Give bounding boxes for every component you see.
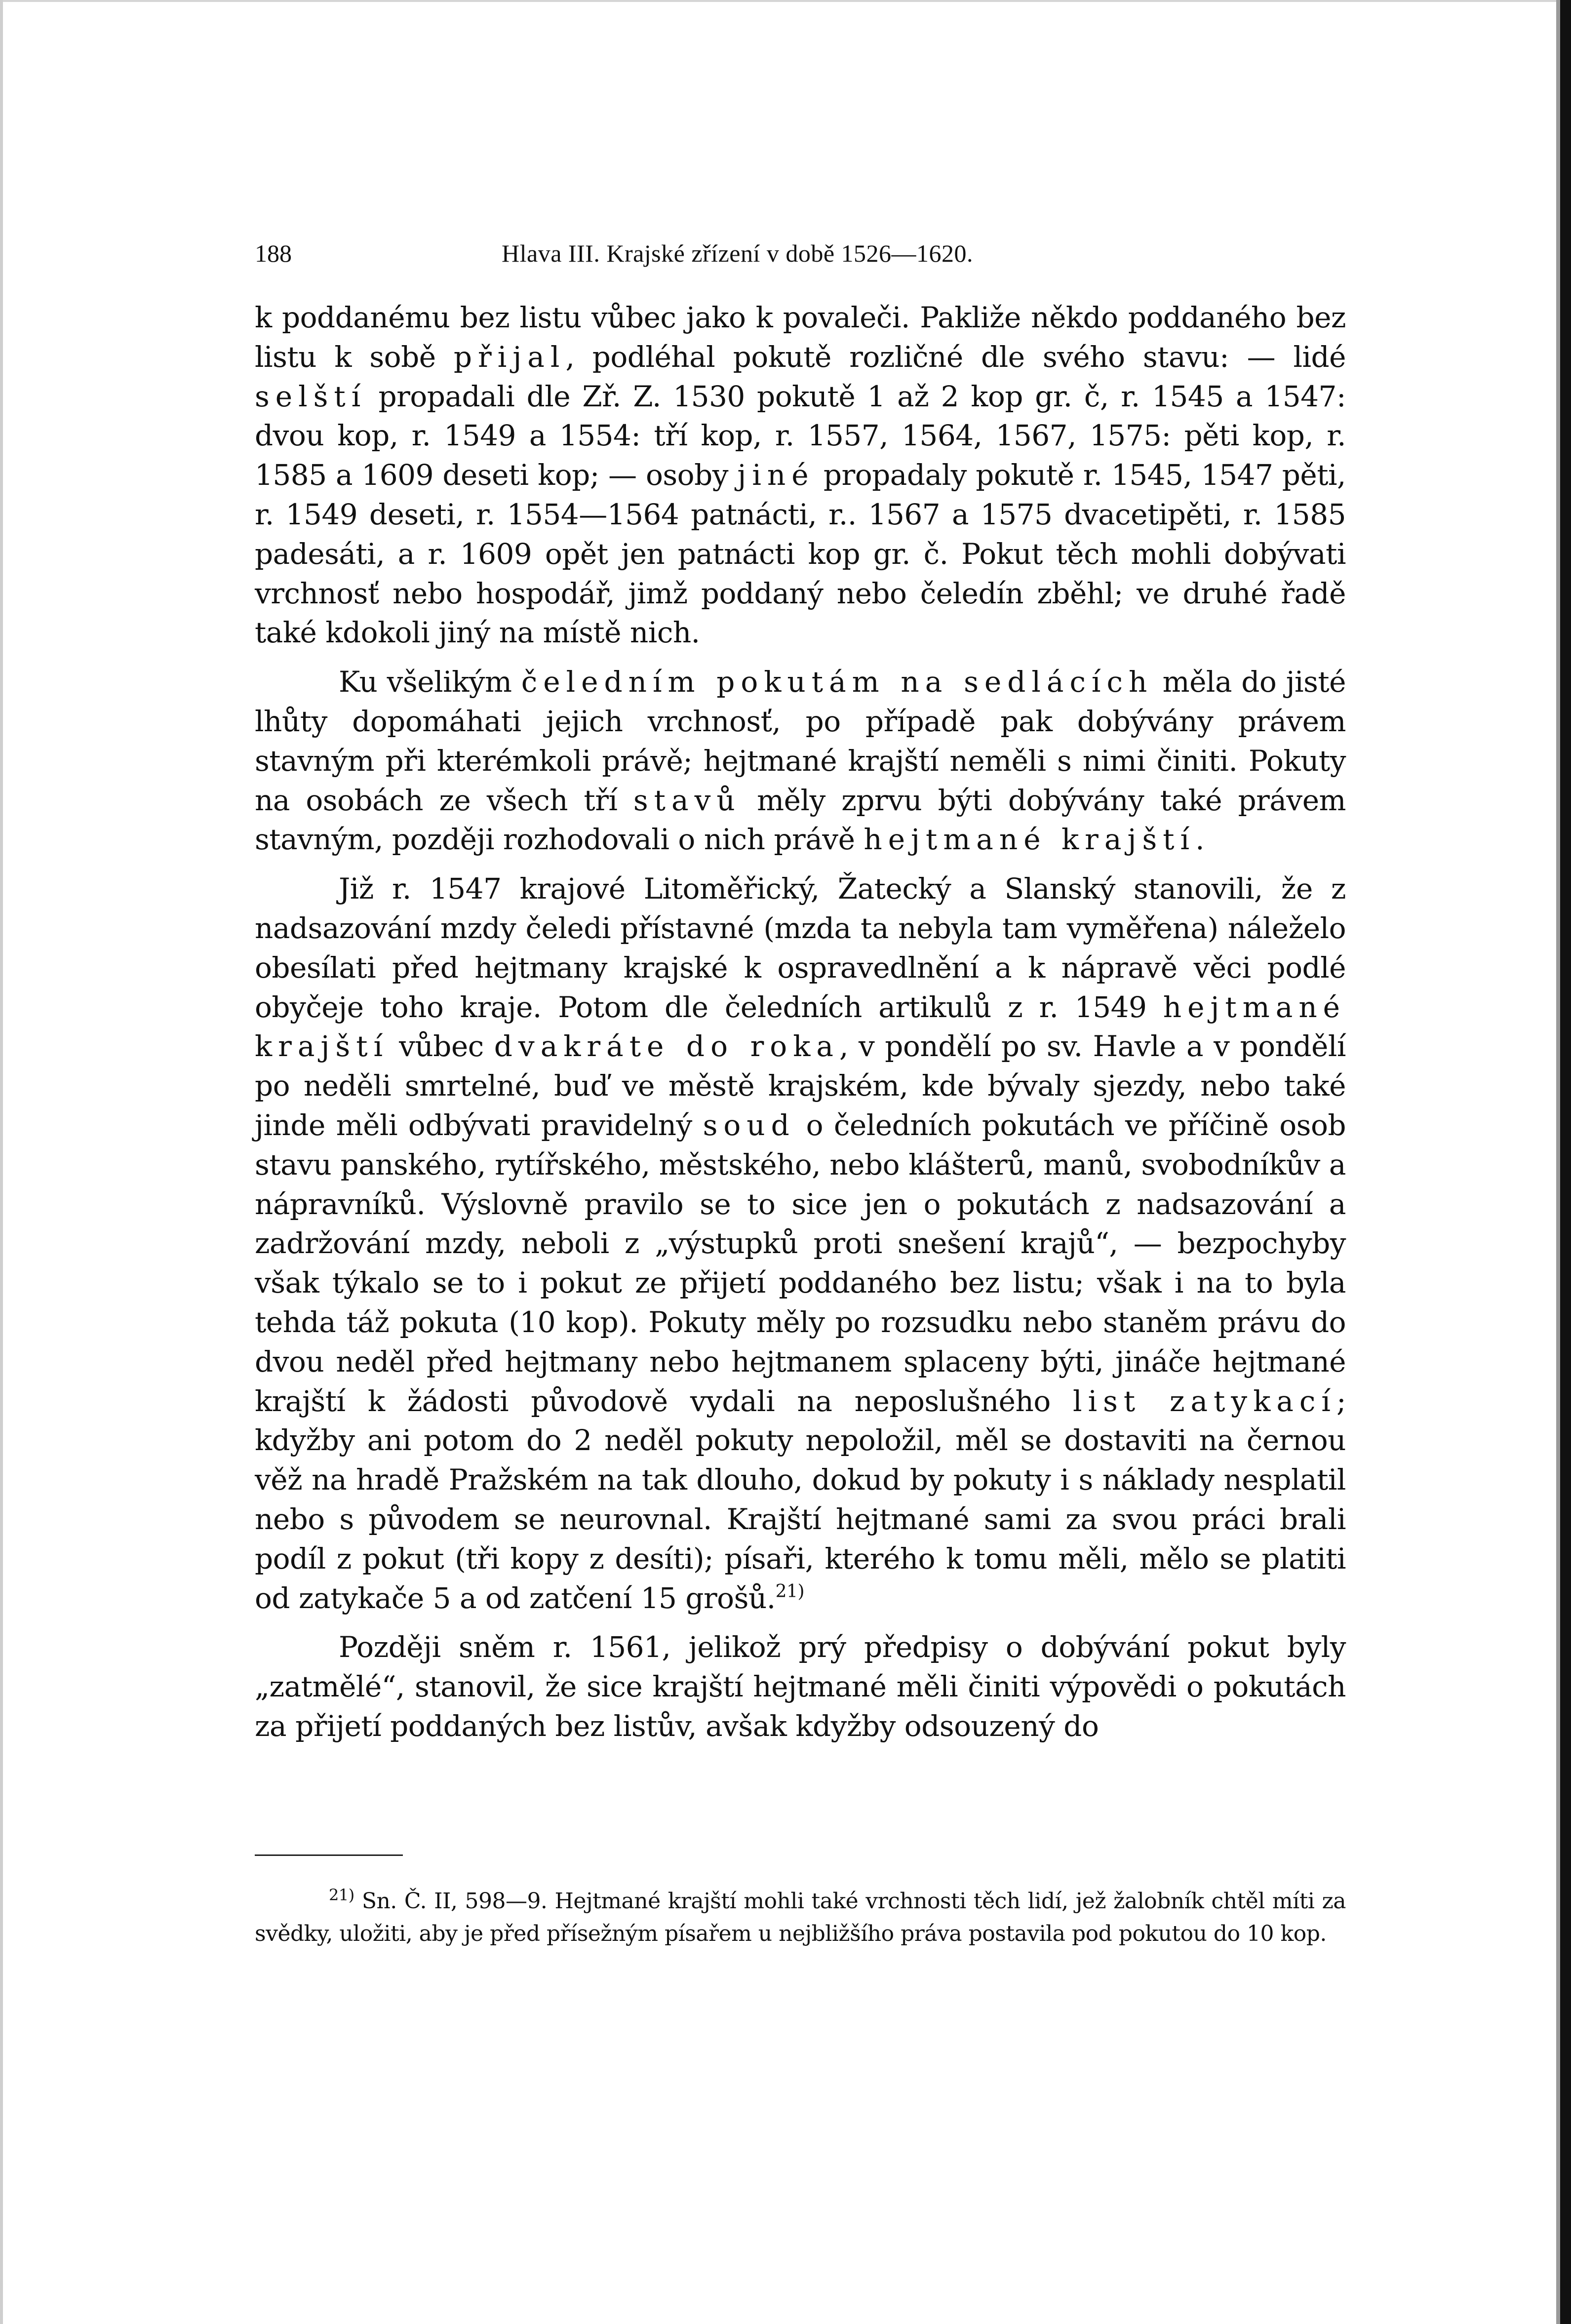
spaced-emphasis: stavů: [633, 783, 741, 817]
text-run: k poddanému bez listu vůbec jako k povaleči. Pakliže někdo poddaného bez listu k sobě: [255, 301, 1346, 374]
text-run: .: [1195, 823, 1204, 857]
spaced-emphasis: přijal: [453, 340, 566, 374]
footnote-mark: 21): [329, 1886, 354, 1904]
text-run: Ku všelikým: [339, 665, 521, 699]
spaced-emphasis: hejtmané krajští: [255, 990, 1346, 1064]
page-number: 188: [255, 239, 292, 267]
page-right-shadow: [1556, 0, 1560, 2324]
text-run: , v pondělí po sv. Havle a v pondělí po neděli smrtelné, buď ve městě krajském, kde bývaly sjezdy, nebo také jinde měli odbývati pravidelný: [255, 1029, 1346, 1142]
page-top-edge: [0, 0, 1571, 2]
spaced-emphasis: hejtmané krajští: [864, 823, 1196, 857]
spaced-emphasis: dvakráte do roka: [494, 1029, 839, 1064]
page-header: [255, 236, 1346, 271]
footnote-text: Sn. Č. II, 598—9. Hejtmané krajští mohli také vrchnosti těch lidí, jež žalobník chtěl míti za svědky, uložiti, aby je před přísežným písařem u nejbližšího práva postavila pod pokutou do 10 kop.: [255, 1889, 1346, 1946]
text-run: , podléhal pokutě rozličné dle svého stavu: — lidé: [565, 340, 1346, 374]
text-run: propadali dle Zř. Z. 1530 pokutě 1 až 2 kop gr. č, r. 1545 a 1547: dvou kop, r. 1549 a 1554: tří kop, r. 1557, 1564, 1567, 1575: pěti kop, r. 1585 a 1609 deseti kop; — osoby: [255, 379, 1346, 492]
footnote-separator: [255, 1854, 403, 1856]
spaced-emphasis: selští: [255, 379, 367, 413]
spaced-emphasis: list zatykací: [1073, 1384, 1336, 1418]
body-text: [255, 298, 1346, 1746]
spaced-emphasis: jiné: [737, 458, 815, 492]
text-run: ; kdyžby ani potom do 2 neděl pokuty nepoložil, měl se dostaviti na černou věž na hradě Pražském na tak dlouho, dokud by pokuty i s náklady nesplatil nebo s původem se neurovnal. Krajští hejtmané sami za svou práci brali podíl z pokut (tři kopy z desíti); písaři, kterého k tomu měli, mělo se platiti od zatykače 5 a od zatčení 15 grošů.: [255, 1384, 1346, 1615]
text-run: propadaly pokutě r. 1545, 1547 pěti, r. 1549 deseti, r. 1554—1564 patnácti, r.. 1567 a 1575 dvacetipěti, r. 1585 padesáti, a r. 1609 opět jen patnácti kop gr. č. Pokut těch mohli dobývati vrchnosť nebo hospodář, jimž poddaný nebo čeledín zběhl; ve druhé řadě také kdokoli jiný na místě nich.: [255, 458, 1346, 650]
text-run: měly zprvu býti dobývány také právem stavným, později rozhodovali o nich právě: [255, 783, 1346, 857]
paragraph-2: [255, 663, 1346, 860]
paragraph-1: [255, 298, 1346, 653]
text-run: o čeledních pokutách ve příčině osob stavu panského, rytířského, městského, nebo klášterů, manů, svobodníkův a nápravníků. Výslovně pravilo se to sice jen o pokutách z nadsazování a zadržování mzdy, neboli z „výstupků proti snešení krajů“, — bezpochyby však týkalo se to i pokut ze přijetí poddaného bez listu; však i na to byla tehda táž pokuta (10 kop). Pokuty měly po rozsudku nebo staněm právu do dvou neděl před hejtmany nebo hejtmanem splaceny býti, jináče hejtmané krajští k žádosti původově vydali na neposlušného: [255, 1108, 1346, 1418]
spaced-emphasis: soud: [703, 1108, 795, 1142]
paragraph-3: [255, 869, 1346, 1618]
text-run: Již r. 1547 krajové Litoměřický, Žatecký a Slanský stanovili, že z nadsazování mzdy čeledi přístavné (mzda ta nebyla tam vyměřena) náleželo obesílati před hejtmany krajské k ospravedlnění a k nápravě věci podlé obyčeje toho kraje. Potom dle čeledních artikulů z r. 1549: [255, 872, 1346, 1024]
page-right-edge: [1560, 0, 1571, 2324]
spaced-emphasis: čeledním pokutám na sedlácích: [521, 665, 1153, 699]
footnote: [255, 1885, 1346, 1950]
text-run: vůbec: [389, 1029, 494, 1064]
page-left-edge: [0, 0, 3, 2324]
footnote-reference: 21): [775, 1581, 805, 1602]
running-head: Hlava III. Krajské zřízení v době 1526—1620.: [502, 239, 974, 267]
paragraph-4: Později sněm r. 1561, jelikož prý předpisy o dobývání pokut byly „zatmělé“, stanovil, že sice krajští hejtmané měli činiti výpovědi o pokutách za přijetí poddaných bez listův, avšak kdyžby odsouzený do: [255, 1630, 1346, 1743]
text-run: měla do jisté lhůty dopomáhati jejich vrchnosť, po případě pak dobývány právem stavným při kterémkoli právě; hejtmané krajští neměli s nimi činiti. Pokuty na osobách ze všech tří: [255, 665, 1346, 817]
